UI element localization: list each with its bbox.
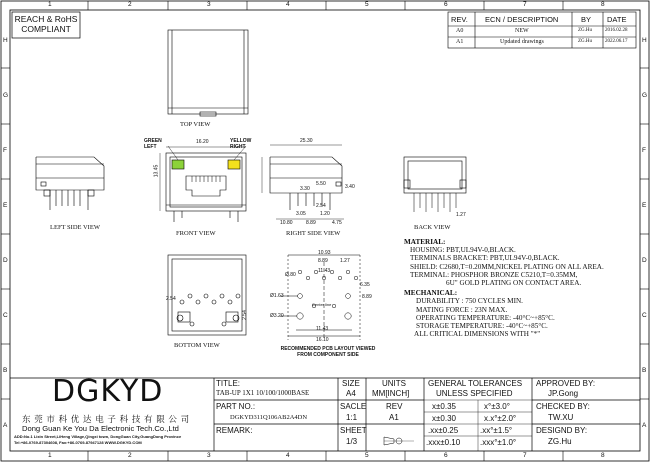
row-label-c-right: C <box>642 312 647 319</box>
yellow-led <box>228 160 240 169</box>
row-label-b: B <box>3 367 8 374</box>
row-label-d-right: D <box>642 257 647 264</box>
tol-linear-1: x±0.35 <box>432 402 456 411</box>
right-side-view-drawing <box>262 145 344 219</box>
tol-linear-3: .xx±0.25 <box>428 426 459 435</box>
row-label-g: G <box>3 92 9 99</box>
col-label-1: 1 <box>48 1 52 8</box>
pcb-dim-f: Ø1.63 <box>270 293 284 299</box>
mechanical-title: MECHANICAL: <box>404 289 458 298</box>
title-label: TITLE: <box>216 379 241 388</box>
pcb-dim-a: 10.93 <box>318 250 331 256</box>
pcb-dim-b: 8.89 <box>318 258 328 264</box>
left-side-view-drawing <box>36 157 104 210</box>
checked-value: TW.XU <box>548 413 574 422</box>
col-label-1-bottom: 1 <box>48 452 52 459</box>
row-label-b-right: B <box>642 367 647 374</box>
col-label-8-bottom: 8 <box>601 452 605 459</box>
col-label-8: 8 <box>601 1 605 8</box>
checked-label: CHECKED BY: <box>536 402 590 411</box>
rev-row-1-desc: NEW <box>515 28 529 34</box>
col-label-7: 7 <box>523 1 527 8</box>
rev-row-2-rev: A1 <box>456 39 464 45</box>
units-value: MM[INCH] <box>372 389 410 398</box>
sheet-label: SHEET <box>340 426 367 435</box>
col-label-6: 6 <box>444 1 448 8</box>
row-label-e-right: E <box>642 202 647 209</box>
pcb-dim-g: Ø3.20 <box>270 313 284 319</box>
pcb-dim-i: 8.89 <box>362 294 372 300</box>
rev-row-1-rev: A0 <box>456 28 464 34</box>
row-label-g-right: G <box>642 92 648 99</box>
sheet-value: 1/3 <box>346 437 358 446</box>
top-view-label: TOP VIEW <box>180 121 211 128</box>
mechanical-line-3: OPERATING TEMPERATURE: -40°C~+85°C. <box>416 313 555 322</box>
pcb-dim-c: 1.27 <box>340 258 350 264</box>
scale-value: 1:1 <box>346 413 358 422</box>
tol-linear-2: x±0.30 <box>432 414 456 423</box>
size-label: SIZE <box>342 379 360 388</box>
back-view-drawing <box>404 157 466 212</box>
col-label-6-bottom: 6 <box>444 452 448 459</box>
bottom-view-label: BOTTOM VIEW <box>174 342 220 349</box>
tolerance-title: GENERAL TOLERANCES <box>428 379 523 388</box>
back-view-label: BACK VIEW <box>414 224 451 231</box>
tol-angle-4: .xxx°±1.0° <box>480 438 517 447</box>
title-value: TAB-UP 1X1 10/100/1000BASE <box>216 389 310 397</box>
mechanical-line-4: STORAGE TEMPERATURE: -40°C~+85°C. <box>416 322 548 331</box>
mechanical-line-1: DURABILITY : 750 CYCLES MIN. <box>416 297 523 306</box>
designed-value: ZG.Hu <box>548 437 572 446</box>
tol-angle-3: .xx°±1.5° <box>480 426 513 435</box>
row-label-a: A <box>3 422 8 429</box>
approved-label: APPROVED BY: <box>536 379 596 388</box>
right-dim-h: 8.89 <box>306 220 316 226</box>
bottom-dim-a: 2.54 <box>166 296 176 302</box>
row-label-f: F <box>3 147 7 154</box>
col-label-2-bottom: 2 <box>128 452 132 459</box>
rev-row-2-by: ZG.Hu <box>578 39 593 44</box>
col-label-3-bottom: 3 <box>207 452 211 459</box>
material-line-5: 6U" GOLD PLATING ON CONTACT AREA. <box>446 279 582 288</box>
col-label-4-bottom: 4 <box>286 452 290 459</box>
right-side-view-label: RIGHT SIDE VIEW <box>286 230 341 237</box>
row-label-a-right: A <box>642 422 647 429</box>
row-label-c: C <box>3 312 8 319</box>
mechanical-line-2: MATING FORCE : 23N MAX. <box>416 305 508 314</box>
rev-value: A1 <box>389 413 399 422</box>
col-label-3: 3 <box>207 1 211 8</box>
front-view-drawing <box>160 146 246 222</box>
compliance-text: REACH & RoHS COMPLIANT <box>14 14 78 34</box>
left-side-view-label: LEFT SIDE VIEW <box>50 224 100 231</box>
green-led <box>172 160 184 169</box>
col-label-7-bottom: 7 <box>523 452 527 459</box>
tol-angle-2: x.x°±2.0° <box>484 414 517 423</box>
pcb-center-line: Center line <box>312 302 332 307</box>
col-label-2: 2 <box>128 1 132 8</box>
material-line-1: HOUSING: PBT,UL94V-0,BLACK. <box>410 246 516 255</box>
rev-header-desc: ECN / DESCRIPTION <box>485 15 559 24</box>
pcb-dim-e: Ø.80 <box>285 272 296 278</box>
company-logo: DGKYD <box>52 374 164 409</box>
tol-linear-4: .xxx±0.10 <box>426 438 461 447</box>
col-label-4: 4 <box>286 1 290 8</box>
row-label-e: E <box>3 202 8 209</box>
green-led-label: GREEN LEFT <box>144 138 162 150</box>
rev-label: REV <box>386 402 403 411</box>
size-value: A4 <box>346 389 356 398</box>
right-dim-c: 3.40 <box>345 184 355 190</box>
rev-row-2-desc: Updated drawings <box>500 39 544 45</box>
mechanical-line-5: ALL CRITICAL DIMENSIONS WITH "*" <box>414 330 541 339</box>
col-label-5-bottom: 5 <box>365 452 369 459</box>
scale-label: SACLE <box>340 402 367 411</box>
right-dim-f: 1.20 <box>320 211 330 217</box>
right-dim-i: 4.75 <box>332 220 342 226</box>
rev-row-1-by: ZG.Hu <box>578 28 593 33</box>
company-address: ADD:No.1 Lixin Street,LiHeng Village,Qingxi town, DongGuan City,GuangDong Province <box>14 434 182 439</box>
material-title: MATERIAL: <box>404 238 446 246</box>
row-label-h: H <box>3 37 8 44</box>
rev-header-rev: REV. <box>451 15 468 24</box>
row-label-d: D <box>3 257 8 264</box>
right-dim-e: 3.05 <box>296 211 306 217</box>
front-view-label: FRONT VIEW <box>176 230 216 237</box>
front-width-dim: 16.20 <box>196 139 209 145</box>
company-tel: Tel:+86-0769-87304608, Fax:+86-0769-87947128 WWW.DGKYD.COM <box>14 440 142 445</box>
pcb-dim-d: 11.43 <box>318 268 331 274</box>
row-label-f-right: F <box>642 147 646 154</box>
right-dim-g: 10.80 <box>280 220 293 226</box>
rev-header-date: DATE <box>607 15 627 24</box>
right-dim-a: 3.30 <box>300 186 310 192</box>
pcb-layout-label: RECOMMENDED PCB LAYOUT VIEWED FROM COMPONENT SIDE <box>280 346 376 358</box>
part-label: PART NO.: <box>216 402 256 411</box>
bottom-view-drawing <box>168 255 246 335</box>
material-line-2: TERMINALS BRACKET: PBT,UL94V-0,BLACK. <box>410 254 560 263</box>
col-label-5: 5 <box>365 1 369 8</box>
pcb-dim-k: 16.10 <box>316 337 329 343</box>
material-line-4: TERMINAL: PHOSPHOR BRONZE C5210,T=0.35MM, <box>410 270 578 279</box>
front-height-dim: 13.45 <box>153 164 160 178</box>
top-view-drawing <box>168 30 248 116</box>
rev-header-by: BY <box>581 15 592 24</box>
company-name-cn: 东 莞 市 科 优 达 电 子 科 技 有 限 公 司 <box>22 415 190 425</box>
right-dim-b: 5.50 <box>316 181 326 187</box>
pcb-dim-j: 11.43 <box>316 326 329 332</box>
remark-label: REMARK: <box>216 426 253 435</box>
right-width-dim: 25.30 <box>300 138 313 144</box>
material-line-3: SHIELD: C2680,T=0.20MM,NICKEL PLATING ON ALL AREA. <box>410 262 604 271</box>
company-name-en: Dong Guan Ke You Da Electronic Tech.Co.,Ltd <box>22 424 179 433</box>
rev-row-2-date: 2022.06.17 <box>605 39 628 44</box>
designed-label: DESIGND BY: <box>536 426 588 435</box>
tolerance-subtitle: UNLESS SPECIFIED <box>436 389 513 398</box>
rev-row-1-date: 2016.02.28 <box>605 28 628 33</box>
yellow-led-label: YELLOW RIGHT <box>230 138 252 150</box>
row-label-h-right: H <box>642 37 647 44</box>
tol-angle-1: x°±3.0° <box>484 402 510 411</box>
approved-value: JP.Gong <box>548 389 579 398</box>
pcb-dim-h: 6.35 <box>360 282 370 288</box>
bottom-dim-b: 2.54 <box>241 310 248 320</box>
back-dim-a: 1.27 <box>456 212 466 218</box>
units-label: UNITS <box>382 379 406 388</box>
material-block <box>404 238 604 338</box>
right-dim-d: 2.54 <box>316 203 326 209</box>
part-value: DGKYD311Q106AB2A4DN <box>230 414 308 421</box>
